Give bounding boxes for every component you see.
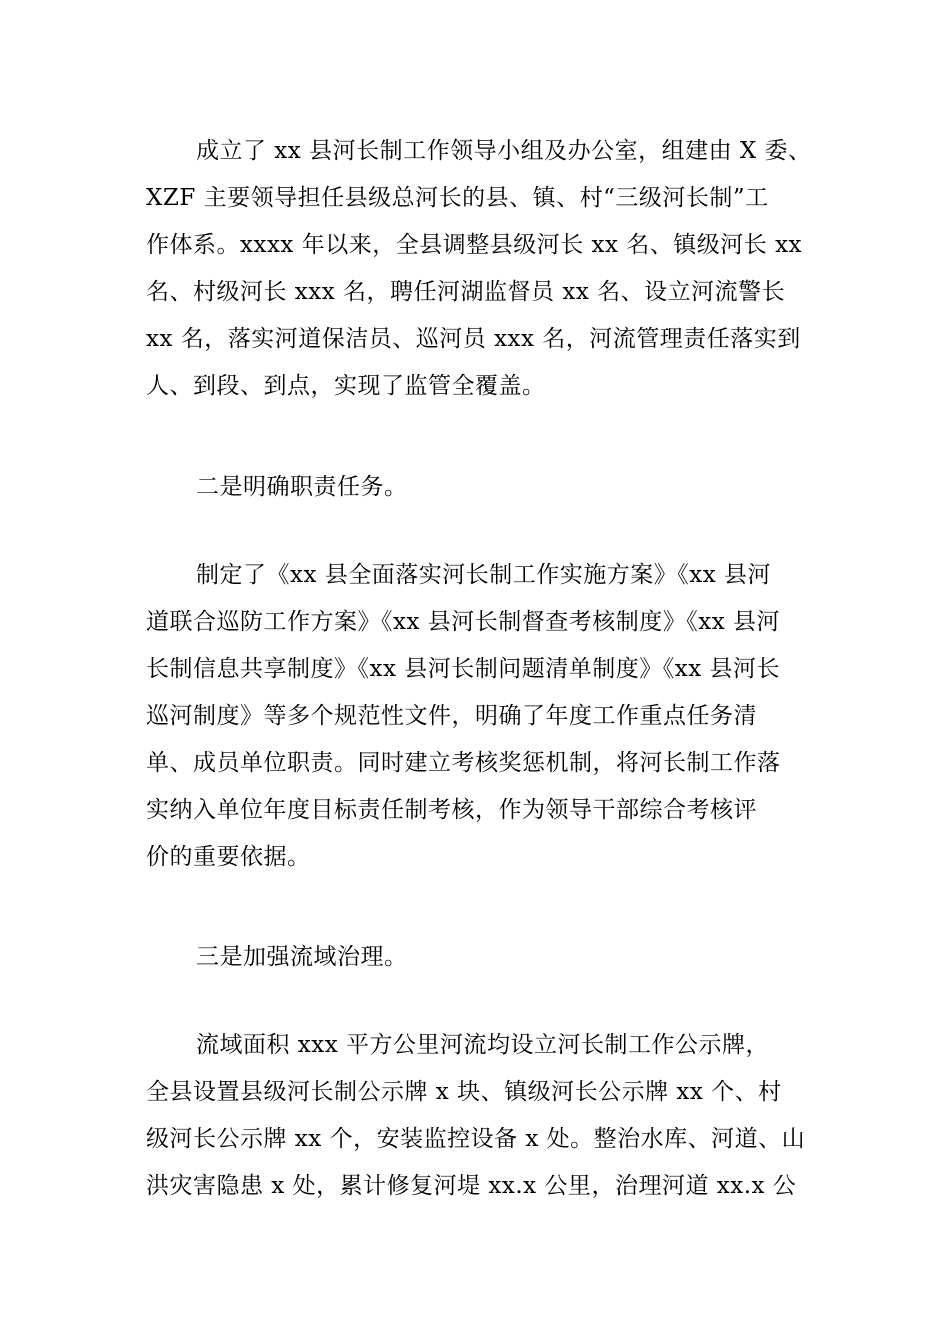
paragraph-2-line-6: 实纳入单位年度目标责任制考核，作为领导干部综合考核评 — [146, 797, 757, 823]
paragraph-2-line-5: 单、成员单位职责。同时建立考核奖惩机制，将河长制工作落 — [146, 750, 781, 776]
heading-3: 三是加强流域治理。 — [196, 944, 408, 970]
paragraph-3-line-3: 级河长公示牌 xx 个，安装监控设备 x 处。整治水库、河道、山 — [146, 1126, 806, 1152]
paragraph-3-line-1: 流域面积 xxx 平方公里河流均设立河长制工作公示牌， — [196, 1032, 770, 1058]
paragraph-2-line-1: 制定了《xx 县全面落实河长制工作实施方案》《xx 县河 — [196, 562, 772, 588]
paragraph-2-line-2: 道联合巡防工作方案》《xx 县河长制督查考核制度》《xx 县河 — [146, 609, 781, 635]
paragraph-1-line-3: 作体系。xxxx 年以来，全县调整县级河长 xx 名、镇级河长 xx — [146, 232, 803, 258]
paragraph-2-line-7: 价的重要依据。 — [146, 844, 311, 870]
paragraph-1-line-4: 名、村级河长 xxx 名，聘任河湖监督员 xx 名、设立河流警长 — [146, 279, 786, 305]
paragraph-1-line-2: XZF 主要领导担任县级总河长的县、镇、村“三级河长制”工 — [146, 185, 769, 211]
paragraph-1-line-1: 成立了 xx 县河长制工作领导小组及办公室，组建由 X 委、 — [196, 138, 812, 164]
heading-2: 二是明确职责任务。 — [196, 474, 408, 500]
paragraph-3-line-2: 全县设置县级河长制公示牌 x 块、镇级河长公示牌 xx 个、村 — [146, 1079, 782, 1105]
paragraph-1-line-6: 人、到段、到点，实现了监管全覆盖。 — [146, 373, 546, 399]
paragraph-3-line-4: 洪灾害隐患 x 处，累计修复河堤 xx.x 公里，治理河道 xx.x 公 — [146, 1173, 797, 1199]
paragraph-2-line-4: 巡河制度》等多个规范性文件，明确了年度工作重点任务清 — [146, 703, 757, 729]
paragraph-1-line-5: xx 名，落实河道保洁员、巡河员 xxx 名，河流管理责任落实到 — [146, 326, 801, 352]
paragraph-2-line-3: 长制信息共享制度》《xx 县河长制问题清单制度》《xx 县河长 — [146, 656, 781, 682]
